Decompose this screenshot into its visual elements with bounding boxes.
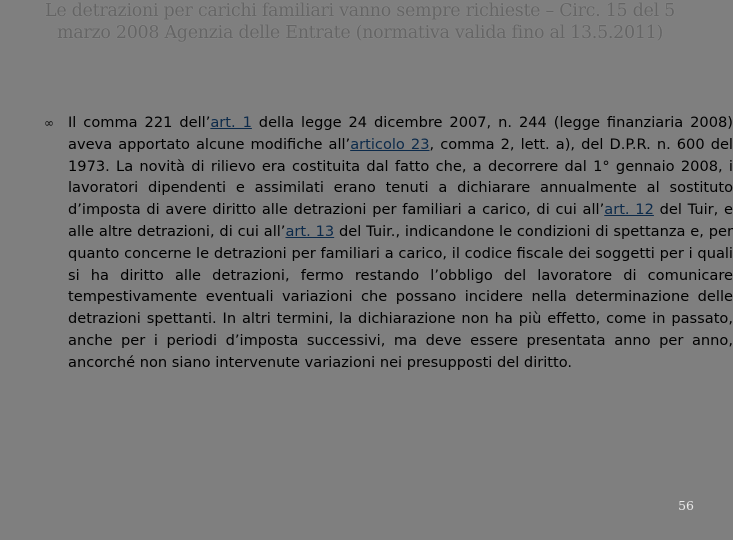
slide-title: Le detrazioni per carichi familiari vanno sempre richieste – Circ. 15 del 5 marzo 2008 Agenzia delle Entrate (normativa valida fino al 13.5.2011)	[45, 1, 675, 43]
link-art-13[interactable]: art. 13	[285, 222, 335, 240]
text-segment: Il comma 221 dell’	[68, 114, 211, 131]
text-segment: , comma 2, lett. a), del D.P.R. n. 600 del 1973. La novità di rilievo era costituita dal fatto che, a decorrere dal 1° gennaio 2008, i lavoratori dipendenti e assimilati erano tenuti a dichiarare annualmente al sostituto d’imposta di avere diritto alle detrazioni per familiari a carico, di cui all’	[68, 135, 733, 219]
text-segment: del Tuir., indicandone le condizioni di spettanza e, per quanto concerne le detrazioni per familiari a carico, il codice fiscale dei soggetti per i quali si ha diritto alle detrazioni, fermo restando l’obbligo del lavoratore di comunicare tempestivamente eventuali variazioni che possano incidere nella determinazione delle detrazioni spettanti. In altri termini, la dichiarazione non ha più effetto, come in passato, anche per i periodi d’imposta successivi, ma deve essere presentata anno per anno, ancorché non siano intervenute variazioni nei presupposti del diritto.	[68, 222, 733, 371]
text-segment: del Tuir, e alle altre detrazioni, di cui all’	[68, 201, 733, 240]
wave-bullet-icon: ∞	[44, 116, 54, 130]
link-art-12[interactable]: art. 12	[604, 201, 654, 219]
page-number: 56	[678, 498, 694, 513]
text-segment: della legge 24 dicembre 2007, n. 244 (legge finanziaria 2008) aveva apportato alcune modifiche all’	[68, 114, 733, 153]
link-art-1[interactable]: art. 1	[210, 114, 252, 131]
link-articolo-23[interactable]: articolo 23	[350, 135, 430, 153]
body-paragraph	[68, 112, 733, 374]
